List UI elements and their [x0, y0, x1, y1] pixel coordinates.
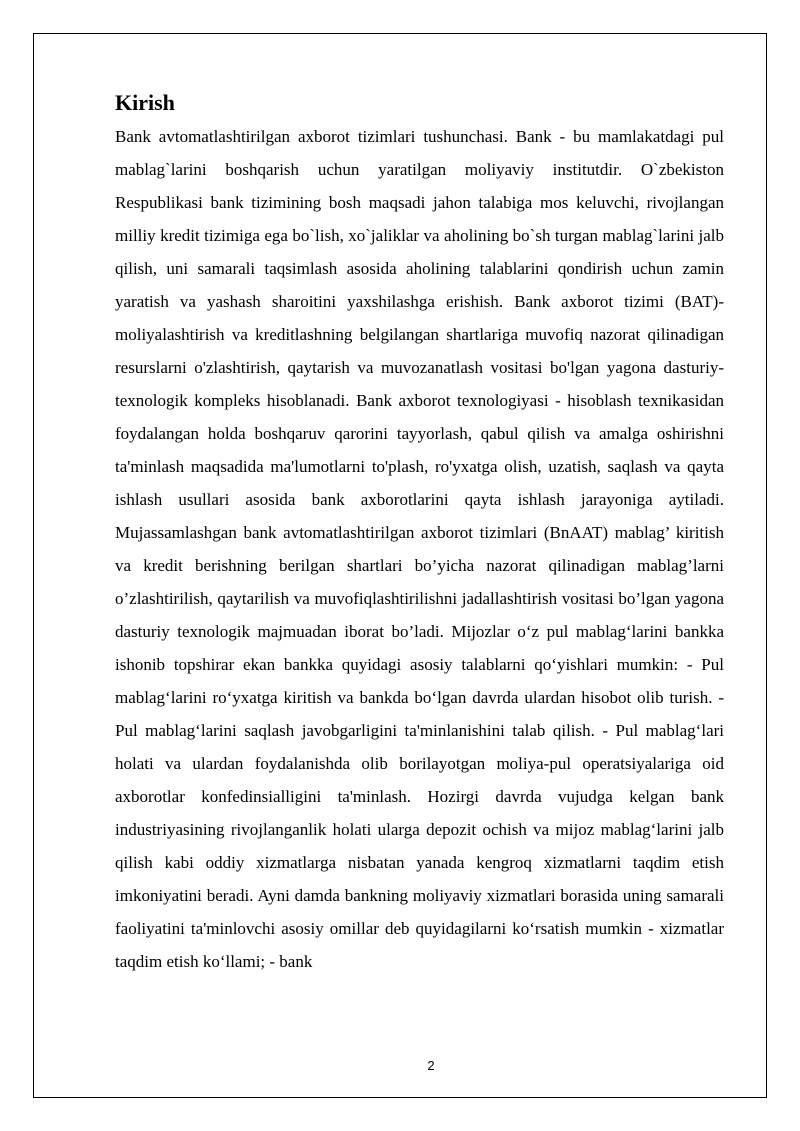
page-number: 2 — [427, 1058, 435, 1073]
section-heading: Kirish — [115, 90, 175, 115]
body-paragraph: Bank avtomatlashtirilgan axborot tizimlari tushunchasi. Bank - bu mamlakatdagi pul mablag`larini boshqarish uchun yaratilgan moliyaviy institutdir. O`zbekiston Respublikasi bank tizimining bosh maqsadi jahon talabiga mos keluvchi, rivojlangan milliy kredit tizimiga ega bo`lish, xo`jaliklar va aholining bo`sh turgan mablag`larini jalb qilish, uni samarali taqsimlash asosida aholining talablarini qondirish uchun zamin yaratish va yashash sharoitini yaxshilashga erishish. Bank axborot tizimi (BAT)-moliyalashtirish va kreditlashning belgilangan shartlariga muvofiq nazorat qilinadigan resurslarni o'zlashtirish, qaytarish va muvozanatlash vositasi bo'lgan yagona dasturiy-texnologik kompleks hisoblanadi. Bank axborot texnologiyasi - hisoblash texnikasidan foydalangan holda boshqaruv qarorini tayyorlash, qabul qilish va amalga oshirishni ta'minlash maqsadida ma'lumotlarni to'plash, ro'yxatga olish, uzatish, saqlash va qayta ishlash usullari asosida bank axborotlarini qayta ishlash jarayoniga aytiladi. Mujassamlashgan bank avtomatlashtirilgan axborot tizimlari (BnAAT) mablag’ kiritish va kredit berishning berilgan shartlari bo’yicha nazorat qilinadigan mablag’larni o’zlashtirilish, qaytarilish va muvofiqlashtirilishni jadallashtirish vositasi bo’lgan yagona dasturiy texnologik majmuadan iborat bo’ladi. Mijozlar o‘z pul mablag‘larini bankka ishonib topshirar ekan bankka quyidagi asosiy talablarni qo‘yishlari mumkin: - Pul mablag‘larini ro‘yxatga kiritish va bankda bo‘lgan davrda ulardan hisobot olib turish. - Pul mablag‘larini saqlash javobgarligini ta'minlanishini talab qilish. - Pul mablag‘lari holati va ulardan foydalanishda olib borilayotgan moliya-pul operatsiyalariga oid axborotlar konfedinsialligini ta'minlash. Hozirgi davrda vujudga kelgan bank industriyasining rivojlanganlik holati ularga depozit ochish va mijoz mablag‘larini jalb qilish kabi oddiy xizmatlarga nisbatan yanada kengroq xizmatlarni taqdim etish imkoniyatini beradi. Ayni damda bankning moliyaviy xizmatlari borasida uning samarali faoliyatini ta'minlovchi asosiy omillar deb quyidagilarni ko‘rsatish mumkin - xizmatlar taqdim etish ko‘llami; - bank — [115, 127, 724, 971]
